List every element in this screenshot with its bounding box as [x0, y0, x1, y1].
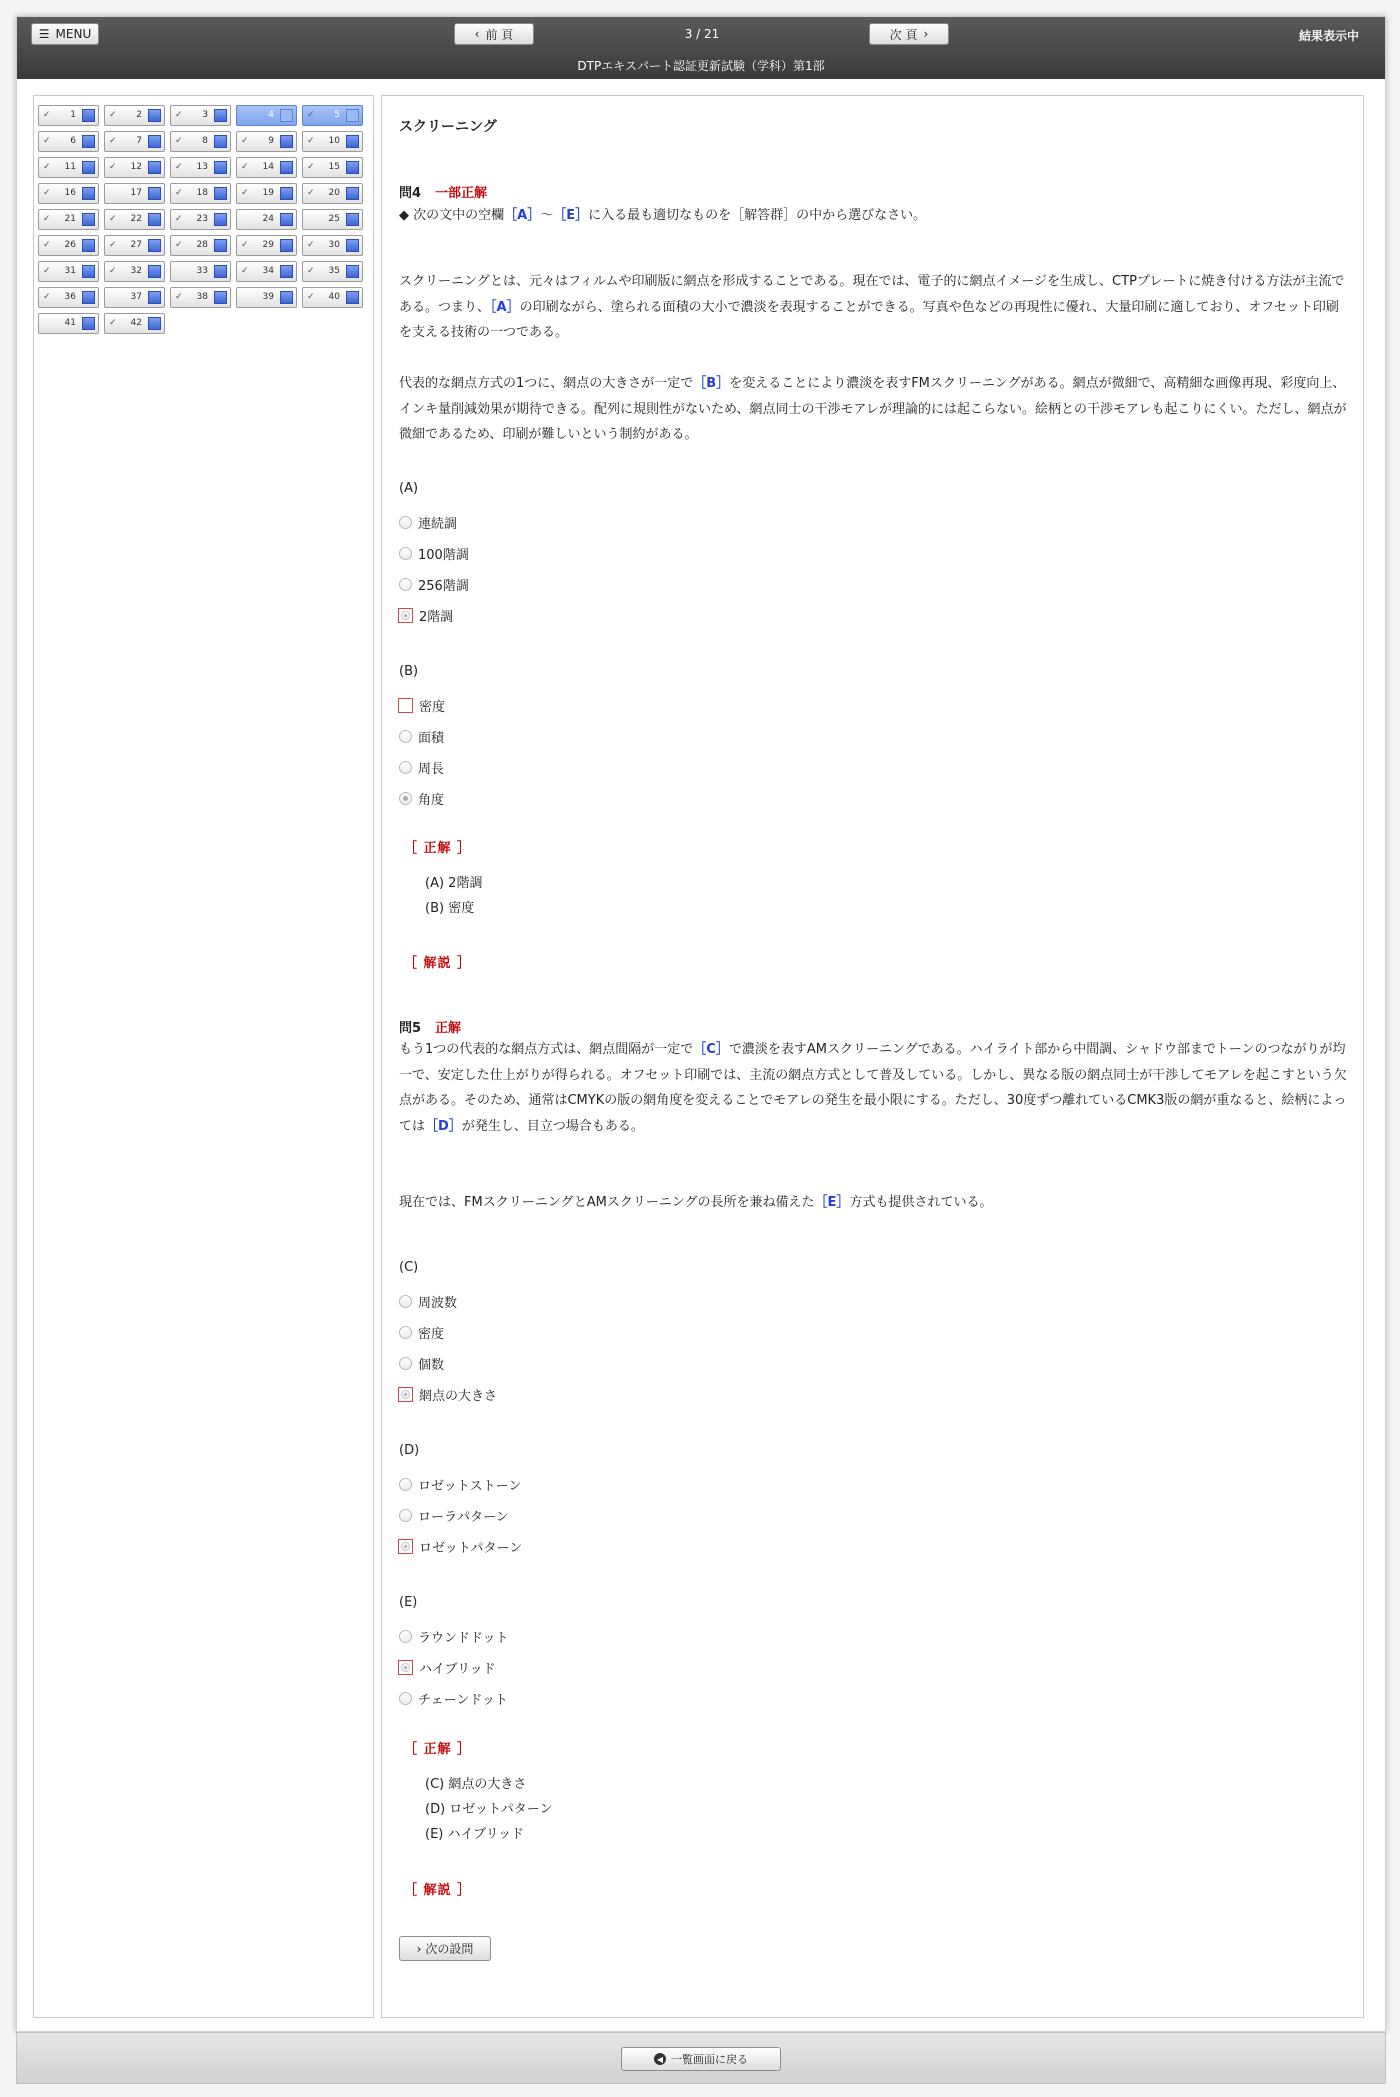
- option-a-4[interactable]: [399, 605, 453, 625]
- check-icon: ✓: [175, 240, 183, 250]
- blank-b: ［B］: [693, 376, 730, 391]
- paragraph-text: スクリーニングとは、元々はフィルムや印刷版に網点を形成することである。現在では、電子的に網点イメージを生成し、CTPプレートに焼き付ける方法が主流である。つまり、: [399, 274, 1345, 315]
- question-number: 28: [196, 240, 208, 250]
- question-number: 2: [136, 110, 142, 120]
- back-label: 一覧画面に戻る: [671, 2053, 748, 2066]
- question-nav-button[interactable]: [302, 261, 363, 282]
- chevron-right-icon: ›: [923, 27, 929, 41]
- status-square-icon: [148, 135, 161, 148]
- status-square-icon: [346, 135, 359, 148]
- status-square-icon: [82, 239, 95, 252]
- bottom-bar: [16, 2032, 1386, 2084]
- question-nav-button[interactable]: [236, 157, 297, 178]
- question-number: 14: [262, 162, 274, 172]
- option-label: 密度: [418, 1326, 445, 1342]
- q5-header: [399, 1017, 461, 1036]
- option-a-2[interactable]: [399, 543, 469, 563]
- chevron-left-icon: ‹: [474, 27, 480, 41]
- question-nav-button[interactable]: [38, 287, 99, 308]
- question-nav-button[interactable]: [170, 105, 231, 126]
- question-nav-button[interactable]: [170, 261, 231, 282]
- question-number: 8: [202, 136, 208, 146]
- check-icon: ✓: [241, 266, 249, 276]
- check-icon: ✓: [43, 136, 51, 146]
- status-square-icon: [214, 239, 227, 252]
- check-icon: ✓: [307, 240, 315, 250]
- option-d-1[interactable]: [399, 1474, 521, 1494]
- back-circle-icon: ◀: [654, 2053, 666, 2065]
- question-number: 41: [64, 318, 76, 328]
- status-square-icon: [148, 317, 161, 330]
- question-nav-button[interactable]: [170, 183, 231, 204]
- status-square-icon: [148, 213, 161, 226]
- question-nav-button[interactable]: [302, 183, 363, 204]
- option-c-4[interactable]: [399, 1384, 497, 1404]
- q5-answer-e: (E) ハイブリッド: [425, 1827, 525, 1842]
- check-icon: ✓: [43, 162, 51, 172]
- question-number: 39: [262, 292, 274, 302]
- check-icon: ✓: [43, 266, 51, 276]
- q4-paragraph-2: [399, 371, 1349, 448]
- check-icon: ✓: [175, 136, 183, 146]
- question-number: 16: [64, 188, 76, 198]
- check-icon: ✓: [175, 110, 183, 120]
- correct-marker-icon: [398, 1660, 413, 1675]
- radio-selected-icon[interactable]: [399, 792, 412, 805]
- question-grid: [38, 105, 363, 334]
- q5-result: 正解: [435, 1021, 462, 1036]
- check-icon: ✓: [175, 162, 183, 172]
- status-square-icon: [82, 135, 95, 148]
- instruction-text: ◆ 次の文中の空欄: [399, 208, 505, 223]
- exam-title: DTPエキスパート認証更新試験（学科）第1部: [577, 59, 825, 73]
- paragraph-text: で濃淡を表すAMスクリーニングである。ハイライト部から中間調、シャドウ部までトーンのつながりが均一で、安定した仕上がりが得られる。オフセット印刷では、主流の網点方式として普及している。しかし、異なる版の網点同士が干渉してモアレを起こすという欠点がある。そのため、通常はCMYKの版の網角度を変えることでモアレの発生を最小限にする。ただし、30度ずつ離れているCMK3版の網が重なると、絵柄によっては: [399, 1042, 1347, 1134]
- status-square-icon: [346, 291, 359, 304]
- instruction-suffix: に入る最も適切なものを［解答群］の中から選びなさい。: [588, 208, 927, 223]
- option-b-1[interactable]: [399, 695, 445, 715]
- status-square-icon: [148, 291, 161, 304]
- option-c-3[interactable]: [399, 1353, 444, 1373]
- option-label: ロゼットストーン: [418, 1478, 522, 1494]
- question-number: 30: [328, 240, 340, 250]
- radio-icon[interactable]: [399, 547, 412, 560]
- option-d-2[interactable]: [399, 1505, 509, 1525]
- question-number: 40: [328, 292, 340, 302]
- status-square-icon: [214, 109, 227, 122]
- next-page-button[interactable]: [869, 23, 949, 45]
- question-navigator: [33, 95, 374, 2018]
- option-label: 網点の大きさ: [419, 1388, 498, 1404]
- status-square-icon: [214, 291, 227, 304]
- radio-icon[interactable]: [399, 1509, 412, 1522]
- paragraph-text: もう1つの代表的な網点方式は、網点間隔が一定で: [399, 1042, 694, 1057]
- check-icon: ✓: [307, 110, 315, 120]
- q4-label: 問4: [399, 186, 422, 201]
- option-label: 連続調: [418, 516, 458, 532]
- question-number: 4: [268, 110, 274, 120]
- question-nav-button[interactable]: [104, 209, 165, 230]
- radio-icon[interactable]: [399, 1295, 412, 1308]
- question-number: 33: [196, 266, 208, 276]
- option-label: 面積: [418, 730, 445, 746]
- question-number: 29: [262, 240, 274, 250]
- option-label: ラウンドドット: [418, 1630, 509, 1646]
- status-square-icon: [280, 187, 293, 200]
- option-c-2[interactable]: [399, 1322, 444, 1342]
- status-square-icon: [82, 109, 95, 122]
- question-number: 19: [262, 188, 274, 198]
- radio-icon[interactable]: [399, 516, 412, 529]
- correct-marker-icon: [398, 1539, 413, 1554]
- question-nav-button[interactable]: [38, 105, 99, 126]
- group-a-label: (A): [399, 481, 419, 496]
- status-square-icon: [280, 213, 293, 226]
- next-question-label: 次の設問: [425, 1942, 474, 1956]
- paragraph-text: が発生し、目立つ場合もある。: [461, 1118, 644, 1134]
- option-c-1[interactable]: [399, 1291, 457, 1311]
- status-square-icon: [280, 161, 293, 174]
- question-nav-button[interactable]: [104, 183, 165, 204]
- status-square-icon: [148, 109, 161, 122]
- question-number: 23: [196, 214, 208, 224]
- question-nav-button[interactable]: [236, 209, 297, 230]
- radio-icon[interactable]: [399, 1478, 412, 1491]
- option-e-3[interactable]: [399, 1688, 508, 1708]
- question-number: 36: [64, 292, 76, 302]
- question-nav-button[interactable]: [170, 209, 231, 230]
- q4-result: 一部正解: [435, 186, 488, 201]
- q4-answer-a: (A) 2階調: [425, 876, 483, 891]
- hamburger-icon: ☰: [38, 27, 50, 41]
- question-nav-button[interactable]: [302, 105, 363, 126]
- question-number: 9: [268, 136, 274, 146]
- question-nav-button[interactable]: [236, 183, 297, 204]
- status-square-icon: [346, 213, 359, 226]
- next-question-button[interactable]: [399, 1936, 491, 1961]
- question-number: 34: [262, 266, 274, 276]
- status-square-icon: [148, 161, 161, 174]
- question-nav-button[interactable]: [38, 235, 99, 256]
- status-square-icon: [214, 213, 227, 226]
- group-e-label: (E): [399, 1595, 418, 1610]
- paragraph-text: を変えることにより濃淡を表すFMスクリーニングがある。網点が微細で、高精細な画像再現、彩度向上、インキ量削減効果が期待できる。配列に規則性がないため、網点同士の干渉モアレが理論的には起こらない。絵柄との干渉モアレも起こりにくい。ただし、網点が微細であるため、印刷が難しいという制約がある。: [399, 376, 1347, 442]
- check-icon: ✓: [307, 266, 315, 276]
- question-nav-button[interactable]: [104, 235, 165, 256]
- top-toolbar: [17, 17, 1385, 79]
- question-nav-button[interactable]: [104, 157, 165, 178]
- option-label: 個数: [418, 1357, 445, 1373]
- instruction-sep: ～: [540, 208, 554, 223]
- question-number: 27: [130, 240, 142, 250]
- blank-c: ［C］: [693, 1042, 729, 1057]
- option-e-2[interactable]: [399, 1657, 496, 1677]
- blank-a: ［A］: [504, 208, 541, 223]
- question-nav-button[interactable]: [38, 261, 99, 282]
- question-nav-button[interactable]: [302, 287, 363, 308]
- question-number: 37: [130, 292, 142, 302]
- question-number: 10: [328, 136, 340, 146]
- status-square-icon: [280, 239, 293, 252]
- option-label: ロゼットパターン: [419, 1540, 523, 1556]
- question-number: 3: [202, 110, 208, 120]
- option-b-3[interactable]: [399, 757, 444, 777]
- option-label: 100階調: [418, 547, 469, 563]
- q5-label: 問5: [399, 1021, 422, 1036]
- question-nav-button[interactable]: [38, 131, 99, 152]
- prev-page-button[interactable]: [454, 23, 534, 45]
- correct-marker-icon: [398, 1387, 413, 1402]
- check-icon: ✓: [241, 162, 249, 172]
- status-square-icon: [214, 161, 227, 174]
- check-icon: ✓: [175, 188, 183, 198]
- check-icon: ✓: [241, 188, 249, 198]
- status-square-icon: [82, 187, 95, 200]
- question-nav-button[interactable]: [236, 131, 297, 152]
- radio-icon[interactable]: [399, 1692, 412, 1705]
- section-title: スクリーニング: [399, 119, 497, 135]
- check-icon: ✓: [109, 214, 117, 224]
- status-square-icon: [82, 213, 95, 226]
- status-square-icon: [346, 265, 359, 278]
- check-icon: ✓: [307, 292, 315, 302]
- chevron-right-icon: ›: [416, 1941, 422, 1956]
- status-square-icon: [280, 135, 293, 148]
- question-nav-button[interactable]: [170, 131, 231, 152]
- question-number: 18: [196, 188, 208, 198]
- question-nav-button[interactable]: [236, 261, 297, 282]
- q5-explanation-heading: ［ 解説 ］: [404, 1883, 472, 1898]
- check-icon: ✓: [109, 162, 117, 172]
- question-nav-button[interactable]: [236, 235, 297, 256]
- radio-selected-icon[interactable]: [401, 1663, 410, 1672]
- status-square-icon: [82, 317, 95, 330]
- check-icon: ✓: [241, 136, 249, 146]
- question-nav-button[interactable]: [104, 287, 165, 308]
- question-nav-button[interactable]: [38, 157, 99, 178]
- q5-paragraph-1: [399, 1037, 1349, 1139]
- check-icon: ✓: [109, 266, 117, 276]
- status-square-icon: [346, 109, 359, 122]
- question-nav-button[interactable]: [302, 209, 363, 230]
- correct-marker-icon: [398, 698, 413, 713]
- paragraph-text: 現在では、FMスクリーニングとAMスクリーニングの長所を兼ね備えた: [399, 1195, 815, 1210]
- radio-selected-icon[interactable]: [401, 1542, 410, 1551]
- blank-e: ［E］: [553, 208, 589, 223]
- question-nav-button[interactable]: [38, 183, 99, 204]
- check-icon: ✓: [307, 188, 315, 198]
- option-label: ローラパターン: [418, 1509, 509, 1525]
- q5-answer-c: (C) 網点の大きさ: [425, 1777, 527, 1792]
- check-icon: ✓: [307, 136, 315, 146]
- question-number: 38: [196, 292, 208, 302]
- option-d-3[interactable]: [399, 1536, 522, 1556]
- radio-icon[interactable]: [399, 1630, 412, 1643]
- check-icon: ✓: [175, 214, 183, 224]
- radio-icon[interactable]: [399, 1326, 412, 1339]
- question-number: 1: [70, 110, 76, 120]
- paragraph-text: 方式も提供されている。: [849, 1195, 993, 1210]
- question-number: 22: [130, 214, 142, 224]
- question-number: 17: [130, 188, 142, 198]
- menu-button[interactable]: [31, 23, 99, 45]
- option-label: 周長: [418, 761, 445, 777]
- check-icon: ✓: [109, 240, 117, 250]
- q5-answer-heading: ［ 正解 ］: [404, 1742, 472, 1757]
- q5-paragraph-2: [399, 1190, 1349, 1216]
- check-icon: ✓: [175, 292, 183, 302]
- status-square-icon: [214, 187, 227, 200]
- status-square-icon: [82, 161, 95, 174]
- q4-paragraph-1: [399, 269, 1349, 346]
- question-number: 21: [64, 214, 76, 224]
- radio-icon[interactable]: [399, 578, 412, 591]
- check-icon: ✓: [43, 292, 51, 302]
- option-label: 256階調: [418, 578, 469, 594]
- question-nav-button[interactable]: [170, 287, 231, 308]
- option-b-4[interactable]: [399, 788, 444, 808]
- radio-icon[interactable]: [399, 730, 412, 743]
- status-square-icon: [346, 239, 359, 252]
- question-number: 15: [328, 162, 340, 172]
- check-icon: ✓: [109, 110, 117, 120]
- question-number: 25: [328, 214, 340, 224]
- question-nav-button[interactable]: [104, 105, 165, 126]
- exam-window: [16, 16, 1386, 2032]
- status-square-icon: [148, 187, 161, 200]
- paragraph-text: 代表的な網点方式の1つに、網点の大きさが一定で: [399, 376, 694, 391]
- group-c-label: (C): [399, 1260, 419, 1275]
- question-nav-button[interactable]: [236, 105, 297, 126]
- question-number: 24: [262, 214, 274, 224]
- question-number: 5: [334, 110, 340, 120]
- question-number: 42: [130, 318, 142, 328]
- status-square-icon: [82, 291, 95, 304]
- blank-a: ［A］: [490, 299, 520, 315]
- question-nav-button[interactable]: [302, 235, 363, 256]
- status-square-icon: [346, 187, 359, 200]
- check-icon: ✓: [43, 188, 51, 198]
- check-icon: ✓: [43, 110, 51, 120]
- status-square-icon: [280, 291, 293, 304]
- option-label: チェーンドット: [418, 1692, 508, 1708]
- question-nav-button[interactable]: [302, 131, 363, 152]
- question-nav-button[interactable]: [38, 209, 99, 230]
- option-label: ハイブリッド: [419, 1661, 496, 1677]
- status-square-icon: [148, 239, 161, 252]
- question-number: 12: [130, 162, 142, 172]
- status-square-icon: [214, 265, 227, 278]
- page-indicator: 3 / 21: [684, 27, 720, 41]
- q4-instruction: [399, 203, 1349, 229]
- question-number: 11: [64, 162, 76, 172]
- status-square-icon: [346, 161, 359, 174]
- question-nav-button[interactable]: [236, 287, 297, 308]
- menu-label: MENU: [55, 27, 92, 41]
- question-number: 31: [64, 266, 76, 276]
- radio-icon[interactable]: [399, 761, 412, 774]
- next-label: 次 頁: [889, 27, 918, 42]
- q4-answer-b: (B) 密度: [425, 901, 475, 916]
- status-square-icon: [214, 135, 227, 148]
- question-nav-button[interactable]: [302, 157, 363, 178]
- radio-icon[interactable]: [401, 701, 410, 710]
- option-a-3[interactable]: [399, 574, 469, 594]
- option-a-1[interactable]: [399, 512, 457, 532]
- paragraph-text: の印刷ながら、塗られる面積の大小で濃淡を表現することができる。写真や色などの再現性に優れ、大量印刷に適しており、オフセット印刷を支える技術の一つである。: [399, 299, 1339, 340]
- question-number: 20: [328, 188, 340, 198]
- q4-header: [399, 182, 487, 201]
- option-label: 密度: [419, 699, 446, 715]
- status-text: 結果表示中: [1298, 29, 1359, 43]
- question-nav-button[interactable]: [104, 313, 165, 334]
- question-nav-button[interactable]: [170, 157, 231, 178]
- question-nav-button[interactable]: [104, 261, 165, 282]
- check-icon: ✓: [43, 240, 51, 250]
- option-label: 角度: [418, 792, 445, 808]
- check-icon: ✓: [109, 318, 117, 328]
- option-label: 周波数: [418, 1295, 458, 1311]
- radio-icon[interactable]: [399, 1357, 412, 1370]
- question-number: 32: [130, 266, 142, 276]
- question-nav-button[interactable]: [38, 313, 99, 334]
- status-square-icon: [280, 265, 293, 278]
- status-square-icon: [280, 109, 293, 122]
- question-nav-button[interactable]: [104, 131, 165, 152]
- q5-answer-d: (D) ロゼットパターン: [425, 1802, 553, 1817]
- q4-answer-heading: ［ 正解 ］: [404, 841, 472, 856]
- group-d-label: (D): [399, 1443, 420, 1458]
- blank-d: ［D］: [425, 1118, 462, 1134]
- blank-e: ［E］: [814, 1195, 850, 1210]
- prev-label: 前 頁: [485, 27, 514, 42]
- radio-selected-icon[interactable]: [401, 611, 410, 620]
- option-e-1[interactable]: [399, 1626, 508, 1646]
- check-icon: ✓: [43, 214, 51, 224]
- question-number: 26: [64, 240, 76, 250]
- status-square-icon: [82, 265, 95, 278]
- check-icon: ✓: [241, 240, 249, 250]
- q4-explanation-heading: ［ 解説 ］: [404, 956, 472, 971]
- question-nav-button[interactable]: [170, 235, 231, 256]
- question-number: 13: [196, 162, 208, 172]
- check-icon: ✓: [109, 136, 117, 146]
- correct-marker-icon: [398, 608, 413, 623]
- radio-selected-icon[interactable]: [401, 1390, 410, 1399]
- check-icon: ✓: [307, 162, 315, 172]
- question-number: 6: [70, 136, 76, 146]
- back-to-list-button[interactable]: [621, 2047, 781, 2071]
- question-content: [381, 95, 1364, 2018]
- option-b-2[interactable]: [399, 726, 444, 746]
- question-number: 7: [136, 136, 142, 146]
- status-square-icon: [148, 265, 161, 278]
- question-number: 35: [328, 266, 340, 276]
- option-label: 2階調: [419, 609, 454, 625]
- group-b-label: (B): [399, 664, 419, 679]
